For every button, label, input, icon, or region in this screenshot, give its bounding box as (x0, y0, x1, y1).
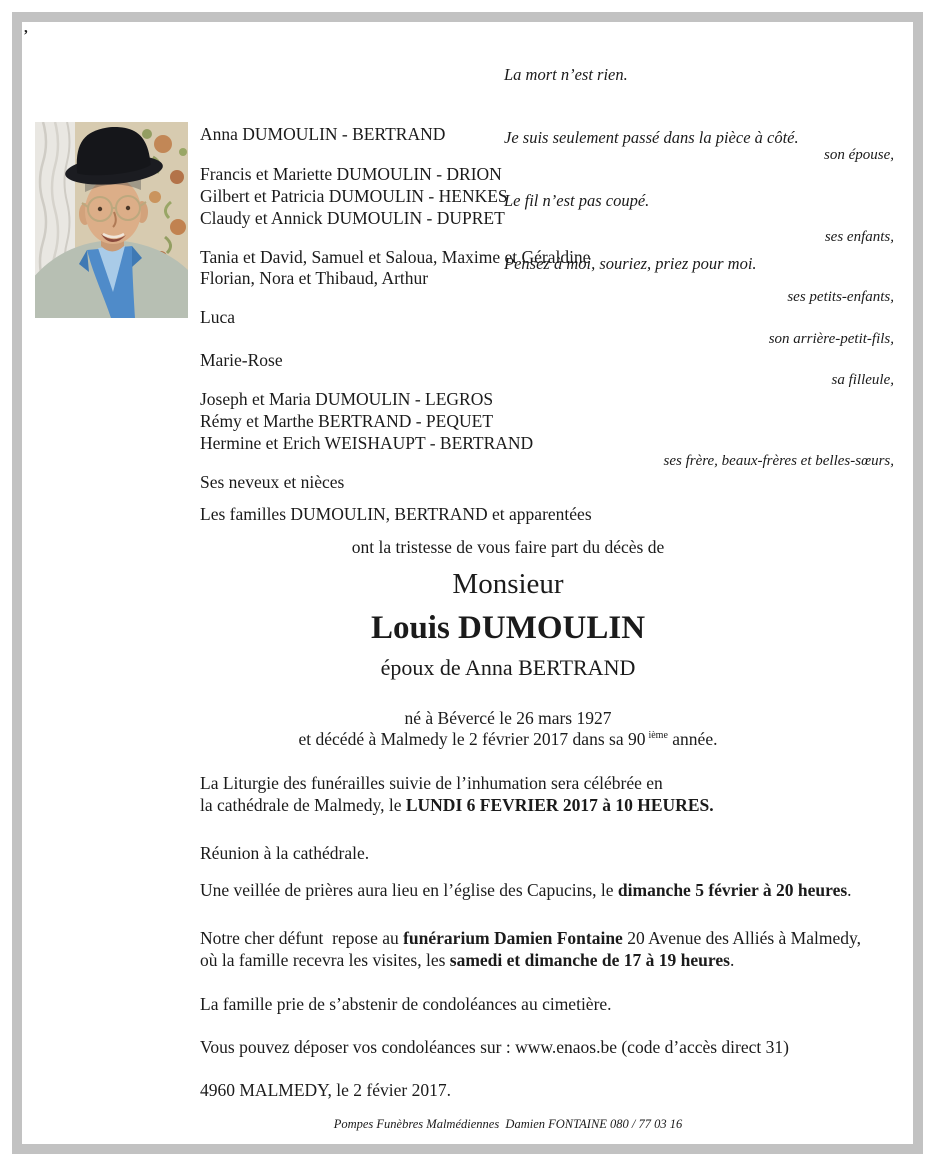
ordinal-superscript: ième (648, 730, 668, 742)
relation-label: son épouse, (824, 147, 894, 163)
family-name-line: Les familles DUMOULIN, BERTRAND et apparentées (200, 504, 592, 524)
ceremony-line-2 (200, 795, 714, 815)
family-name-line: Florian, Nora et Thibaud, Arthur (200, 268, 429, 288)
vigil-period: . (847, 880, 852, 900)
deceased-title: Monsieur (452, 568, 564, 600)
family-name-line: Tania et David, Samuel et Saloua, Maxime et Géraldine (200, 247, 591, 267)
funerarium-name: funérarium Damien Fontaine (403, 928, 623, 948)
family-name-line: Hermine et Erich WEISHAUPT - BERTRAND (200, 433, 534, 453)
relation-label: ses frère, beaux-frères et belles-sœurs, (663, 453, 894, 469)
announcement-line: ont la tristesse de vous faire part du décès de (351, 537, 665, 557)
relation-label: son arrière-petit-fils, (768, 331, 894, 347)
repose-text: Notre cher défunt repose au (200, 928, 404, 948)
death-line-text: et décédé à Malmedy le 2 février 2017 dans sa 90 (298, 729, 646, 749)
relation-label: sa filleule, (831, 372, 894, 388)
relation-label: ses enfants, (824, 229, 894, 245)
repose-line-1 (200, 928, 861, 948)
poem-line: Pensez à moi, souriez, priez pour moi. (504, 254, 757, 273)
vigil-text: Une veillée de prières aura lieu en l’église des Capucins, le (200, 880, 618, 900)
cemetery-note-line: La famille prie de s’abstenir de condoléances au cimetière. (200, 994, 612, 1014)
vigil-datetime: dimanche 5 février à 20 heures (617, 880, 848, 900)
family-name-line: Francis et Mariette DUMOULIN - DRION (200, 164, 502, 184)
death-line-end: année. (667, 729, 718, 749)
funerarium-address: 20 Avenue des Alliés à Malmedy, (622, 928, 861, 948)
meeting-line: Réunion à la cathédrale. (200, 843, 370, 863)
poem-line: Je suis seulement passé dans la pièce à côté. (504, 128, 799, 147)
family-name-line: Joseph et Maria DUMOULIN - LEGROS (200, 389, 494, 409)
family-name-line: Gilbert et Patricia DUMOULIN - HENKES (200, 186, 508, 206)
family-name-line: Marie-Rose (200, 350, 283, 370)
family-name-line: Rémy et Marthe BERTRAND - PEQUET (200, 411, 494, 431)
relation-label: ses petits-enfants, (787, 289, 894, 305)
visits-schedule: samedi et dimanche de 17 à 19 heures (449, 950, 730, 970)
death-line (200, 729, 816, 749)
funeral-home-footer: Pompes Funèbres Malmédiennes Damien FONTAINE 080 / 77 03 16 (333, 1117, 683, 1131)
portrait-photo-illustration (35, 122, 188, 318)
vigil-line (200, 880, 852, 900)
visits-text: où la famille recevra les visites, les (200, 950, 450, 970)
visits-period: . (729, 950, 735, 970)
family-name-line: Claudy et Annick DUMOULIN - DUPRET (200, 208, 505, 228)
family-name-line: Anna DUMOULIN - BERTRAND (200, 124, 446, 144)
poem-line: La mort n’est rien. (504, 65, 628, 84)
portrait-photo (35, 122, 188, 318)
poem-line: Le fil n’est pas coupé. (504, 191, 650, 210)
opening-poem (504, 22, 799, 316)
city-date-line: 4960 MALMEDY, le 2 févier 2017. (200, 1080, 451, 1100)
ceremony-datetime: LUNDI 6 FEVRIER 2017 à 10 HEURES. (405, 795, 714, 815)
online-condolences-line: Vous pouvez déposer vos condoléances sur : www.enaos.be (code d’accès direct 31) (200, 1037, 789, 1057)
deceased-spouse-line: époux de Anna BERTRAND (380, 655, 636, 680)
repose-line-2 (200, 950, 734, 970)
ceremony-line-1: La Liturgie des funérailles suivie de l’inhumation sera célébrée en (200, 773, 663, 793)
ceremony-line-2-text: la cathédrale de Malmedy, le (200, 795, 406, 815)
deceased-name: Louis DUMOULIN (370, 610, 646, 646)
family-name-line: Luca (200, 307, 235, 327)
birth-line: né à Bévercé le 26 mars 1927 (404, 708, 612, 728)
stray-comma-mark: , (24, 20, 28, 36)
family-name-line: Ses neveux et nièces (200, 472, 345, 492)
